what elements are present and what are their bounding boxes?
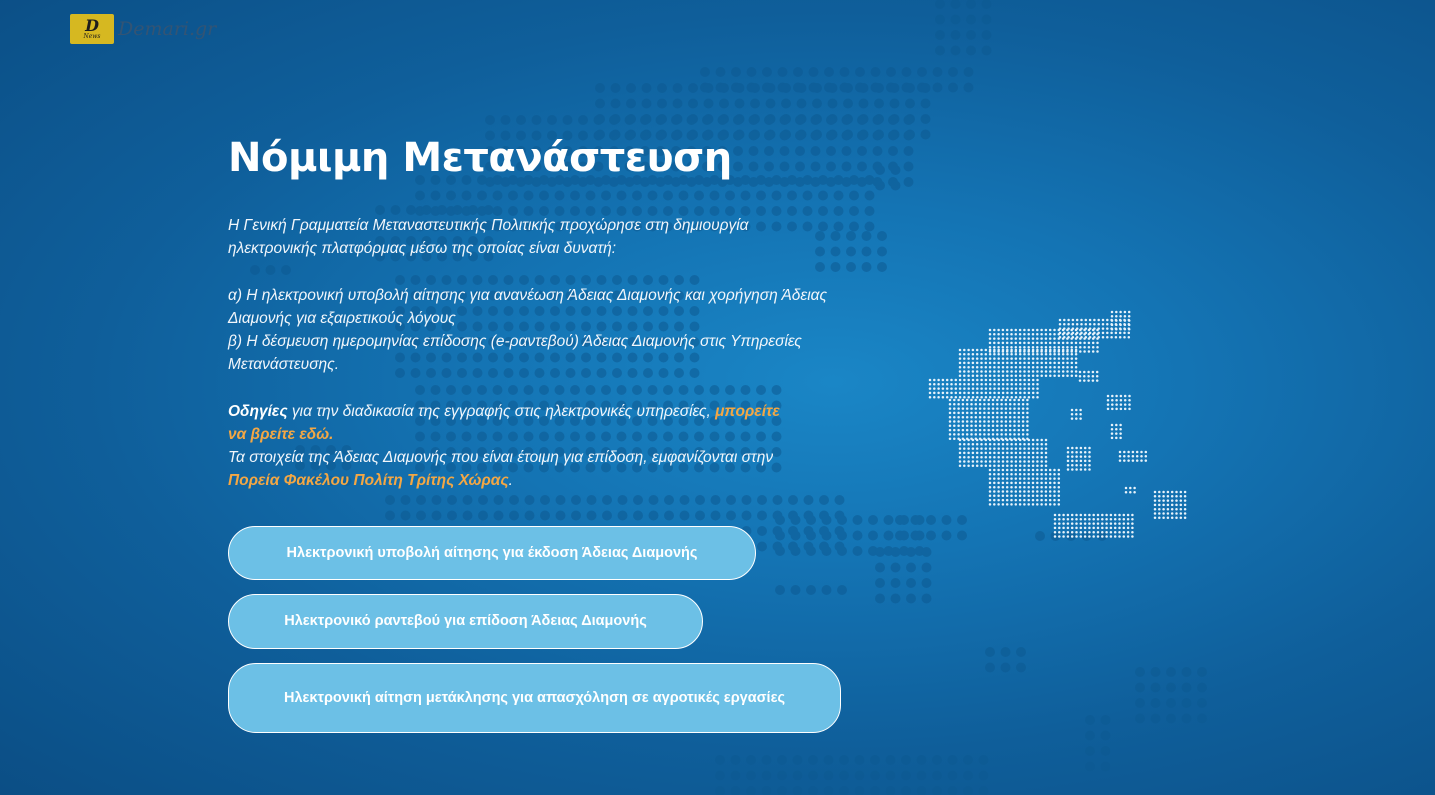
status-text: Τα στοιχεία της Άδειας Διαμονής που είναι έτοιμη για επίδοση, εμφανίζονται στην	[228, 449, 774, 466]
greece-map-dots	[929, 311, 1187, 538]
logo-site-name: Demari.gr	[118, 18, 217, 40]
service-item-b: β) Η δέσμευση ημερομηνίας επίδοσης (e-ραντεβού) Άδειας Διαμονής στις Υπηρεσίες Μετανάστευσης.	[228, 333, 802, 373]
site-logo[interactable]	[70, 14, 216, 44]
logo-badge: D News	[70, 14, 114, 44]
instructions-link[interactable]: μπορείτε να βρείτε εδώ.	[228, 403, 780, 443]
residence-permit-application-button[interactable]: Ηλεκτρονική υποβολή αίτησης για έκδοση Άδειας Διαμονής	[228, 526, 756, 580]
intro-text: Η Γενική Γραμματεία Μεταναστευτικής Πολιτικής προχώρησε στη δημιουργία ηλεκτρονικής πλατφόρμας μέσω της οποίας είναι δυνατή:	[228, 217, 749, 257]
case-status-link[interactable]: Πορεία Φακέλου Πολίτη Τρίτης Χώρας	[228, 472, 509, 489]
instructions-label: Οδηγίες	[228, 403, 288, 420]
service-item-a: α) Η ηλεκτρονική υποβολή αίτησης για ανανέωση Άδειας Διαμονής και χορήγηση Άδειας Διαμονής για εξαιρετικούς λόγους	[228, 287, 828, 327]
status-end: .	[508, 472, 513, 489]
instructions-body: για την διαδικασία της εγγραφής στις ηλεκτρονικές υπηρεσίες,	[287, 403, 716, 420]
services-list	[228, 284, 843, 376]
action-buttons	[228, 526, 841, 733]
page-title: Νόμιμη Μετανάστευση	[228, 135, 732, 181]
agricultural-invitation-button[interactable]: Ηλεκτρονική αίτηση μετάκλησης για απασχόληση σε αγροτικές εργασίες	[228, 663, 841, 733]
appointment-button[interactable]: Ηλεκτρονικό ραντεβού για επίδοση Άδειας Διαμονής	[228, 594, 703, 649]
instructions-text	[228, 400, 793, 492]
main-content	[228, 132, 868, 492]
